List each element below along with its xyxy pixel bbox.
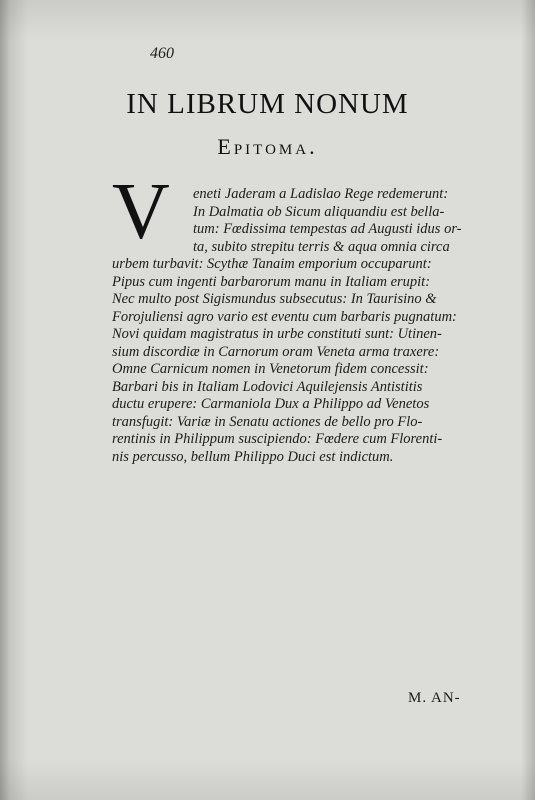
text-line: eneti Jaderam a Ladislao Rege redemerunt:	[193, 186, 449, 202]
text-line: Barbari bis in Italiam Lodovici Aquilejensis Antistitis	[112, 378, 423, 395]
text-line: ta, subito strepitu terris & aqua omnia circa	[193, 238, 450, 255]
text-line: Omne Carnicum nomen in Venetorum fidem concessit:	[112, 361, 429, 377]
text-line: sium discordiæ in Carnorum oram Veneta arma traxere:	[112, 343, 440, 360]
text-line: Forojuliensi agro vario est eventu cum barbaris pugnatum:	[112, 308, 457, 325]
text-line: Nec multo post Sigismundus subsecutus: In Taurisino &	[112, 291, 437, 307]
text-line: rentinis in Philippum suscipiendo: Fœdere cum Florenti-	[112, 431, 443, 447]
chapter-subtitle: Epitoma.	[217, 134, 318, 159]
chapter-title: IN LIBRUM NONUM	[126, 88, 409, 120]
text-line: Pipus cum ingenti barbarorum manu in Italiam erupit:	[112, 273, 431, 290]
text-line: tum: Fœdissima tempestas ad Augusti idus or-	[193, 221, 462, 237]
catchword: M. AN-	[408, 690, 461, 706]
text-line: urbem turbavit: Scythæ Tanaim emporium occuparunt:	[112, 256, 432, 272]
text-line: Novi quidam magistratus in urbe constituti sunt: Utinen-	[112, 326, 442, 342]
epitome-text	[112, 186, 522, 466]
text-line: ductu erupere: Carmaniola Dux a Philippo ad Venetos	[112, 396, 430, 412]
drop-cap: V	[112, 168, 170, 256]
text-line: In Dalmatia ob Sicum aliquandiu est bella-	[193, 203, 445, 220]
page-number: 460	[150, 45, 174, 62]
text-line: transfugit: Variæ in Senatu actiones de bello pro Flo-	[112, 413, 423, 430]
text-line: nis percusso, bellum Philippo Duci est indictum.	[112, 448, 394, 465]
